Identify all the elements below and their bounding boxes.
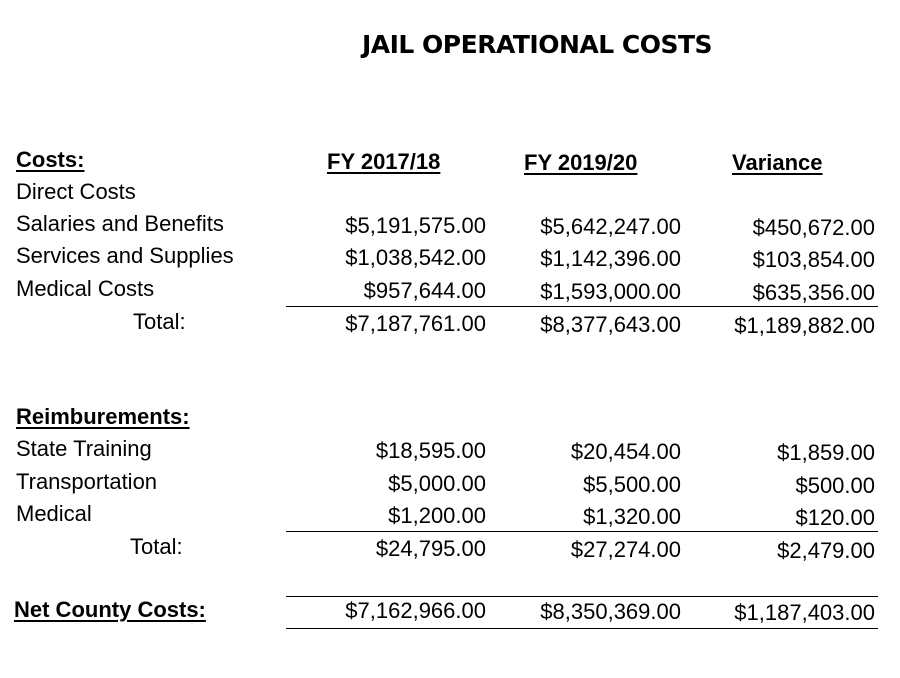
column-header-fy2017: FY 2017/18 bbox=[327, 149, 441, 174]
costs-total-label: Total: bbox=[133, 309, 186, 334]
cell-transportation-fy2019: $5,500.00 bbox=[583, 472, 681, 497]
costs-total-rule bbox=[286, 306, 878, 307]
net-bottom-rule bbox=[286, 628, 878, 629]
column-header-fy2019: FY 2019/20 bbox=[524, 150, 638, 175]
cell-net-variance: $1,187,403.00 bbox=[734, 600, 875, 625]
cell-services-fy2017: $1,038,542.00 bbox=[345, 245, 486, 270]
cell-net-fy2019: $8,350,369.00 bbox=[540, 599, 681, 624]
cell-reimbursements-total-variance: $2,479.00 bbox=[777, 538, 875, 563]
row-label-transportation: Transportation bbox=[16, 469, 158, 494]
cell-medical-variance: $120.00 bbox=[795, 505, 875, 530]
cell-transportation-fy2017: $5,000.00 bbox=[388, 471, 486, 496]
cell-costs-total-fy2019: $8,377,643.00 bbox=[540, 312, 681, 337]
cell-medical-fy2019: $1,320.00 bbox=[583, 504, 681, 529]
column-header-variance: Variance bbox=[732, 150, 823, 175]
cell-state-training-fy2017: $18,595.00 bbox=[375, 438, 486, 463]
cell-salaries-variance: $450,672.00 bbox=[752, 215, 875, 240]
cell-reimbursements-total-fy2019: $27,274.00 bbox=[570, 537, 681, 562]
row-label-salaries: Salaries and Benefits bbox=[16, 211, 224, 236]
row-label-medical-costs: Medical Costs bbox=[16, 276, 155, 301]
row-label-state-training: State Training bbox=[16, 436, 152, 461]
page-title: JAIL OPERATIONAL COSTS bbox=[361, 30, 713, 59]
reimbursements-total-rule bbox=[286, 531, 878, 532]
cell-medical-fy2017: $1,200.00 bbox=[388, 503, 486, 528]
net-county-costs-label: Net County Costs: bbox=[14, 597, 206, 622]
costs-heading: Costs: bbox=[16, 147, 85, 172]
cell-costs-total-variance: $1,189,882.00 bbox=[734, 313, 875, 338]
cell-medical-costs-fy2017: $957,644.00 bbox=[363, 278, 486, 303]
cell-net-fy2017: $7,162,966.00 bbox=[345, 598, 486, 623]
reimbursements-total-label: Total: bbox=[130, 534, 183, 559]
cell-medical-costs-fy2019: $1,593,000.00 bbox=[540, 279, 681, 304]
row-label-medical: Medical bbox=[16, 501, 92, 526]
cell-state-training-variance: $1,859.00 bbox=[777, 440, 875, 465]
cell-services-fy2019: $1,142,396.00 bbox=[540, 246, 681, 271]
cell-medical-costs-variance: $635,356.00 bbox=[752, 280, 875, 305]
net-top-rule bbox=[286, 596, 878, 597]
reimbursements-heading: Reimburements: bbox=[16, 404, 190, 429]
cell-services-variance: $103,854.00 bbox=[752, 247, 875, 272]
direct-costs-subheading: Direct Costs bbox=[16, 179, 136, 204]
cell-salaries-fy2019: $5,642,247.00 bbox=[540, 214, 681, 239]
cell-state-training-fy2019: $20,454.00 bbox=[570, 439, 681, 464]
cell-transportation-variance: $500.00 bbox=[795, 473, 875, 498]
cell-costs-total-fy2017: $7,187,761.00 bbox=[345, 311, 486, 336]
row-label-services: Services and Supplies bbox=[16, 243, 234, 268]
cell-salaries-fy2017: $5,191,575.00 bbox=[345, 213, 486, 238]
cell-reimbursements-total-fy2017: $24,795.00 bbox=[375, 536, 486, 561]
